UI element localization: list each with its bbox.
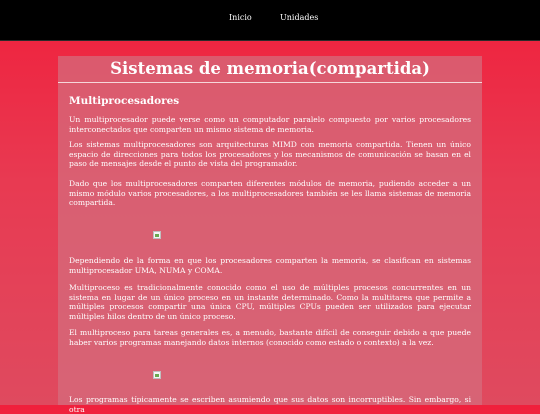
page-title: Sistemas de memoria(compartida) xyxy=(58,56,482,83)
paragraph: Un multiprocesador puede verse como un computador paralelo compuesto por varios procesadores interconectados que comparten un mismo sistema de memoria. xyxy=(69,115,471,134)
top-navigation-bar xyxy=(0,0,540,41)
nav-link-unidades[interactable]: Unidades xyxy=(280,13,319,22)
broken-image-icon xyxy=(153,371,161,379)
nav-link-inicio[interactable]: Inicio xyxy=(229,13,252,22)
paragraph: Multiproceso es tradicionalmente conocido como el uso de múltiples procesos concurrentes en un sistema en lugar de un único proceso en un instante determinado. Como la multitarea que permite a múltiples procesos compartir una única CPU, múltiples CPUs pueden ser utilizados para ejecutar múltiples hilos dentro de un único proceso. xyxy=(69,283,471,321)
broken-image-icon xyxy=(153,231,161,239)
paragraph: El multiproceso para tareas generales es, a menudo, bastante difícil de conseguir debido a que puede haber varios programas manejando datos internos (conocido como estado o contexto) a la vez. xyxy=(69,328,471,347)
paragraph: Los sistemas multiprocesadores son arquitecturas MIMD con memoria compartida. Tienen un único espacio de direcciones para todos los procesadores y los mecanismos de comunicación se basan en el paso de mensajes desde el punto de vista del programador. xyxy=(69,140,471,169)
section-heading: Multiprocesadores xyxy=(69,95,180,107)
paragraph: Los programas típicamente se escriben asumiendo que sus datos son incorruptibles. Sin embargo, si otra xyxy=(69,395,471,414)
paragraph: Dado que los multiprocesadores comparten diferentes módulos de memoria, pudiendo acceder a un mismo módulo varios procesadores, a los multiprocesadores también se les llama sistemas de memoria compartida. xyxy=(69,179,471,208)
content-panel xyxy=(58,56,482,414)
paragraph: Dependiendo de la forma en que los procesadores comparten la memoria, se clasifican en sistemas multiprocesador UMA, NUMA y COMA. xyxy=(69,256,471,275)
